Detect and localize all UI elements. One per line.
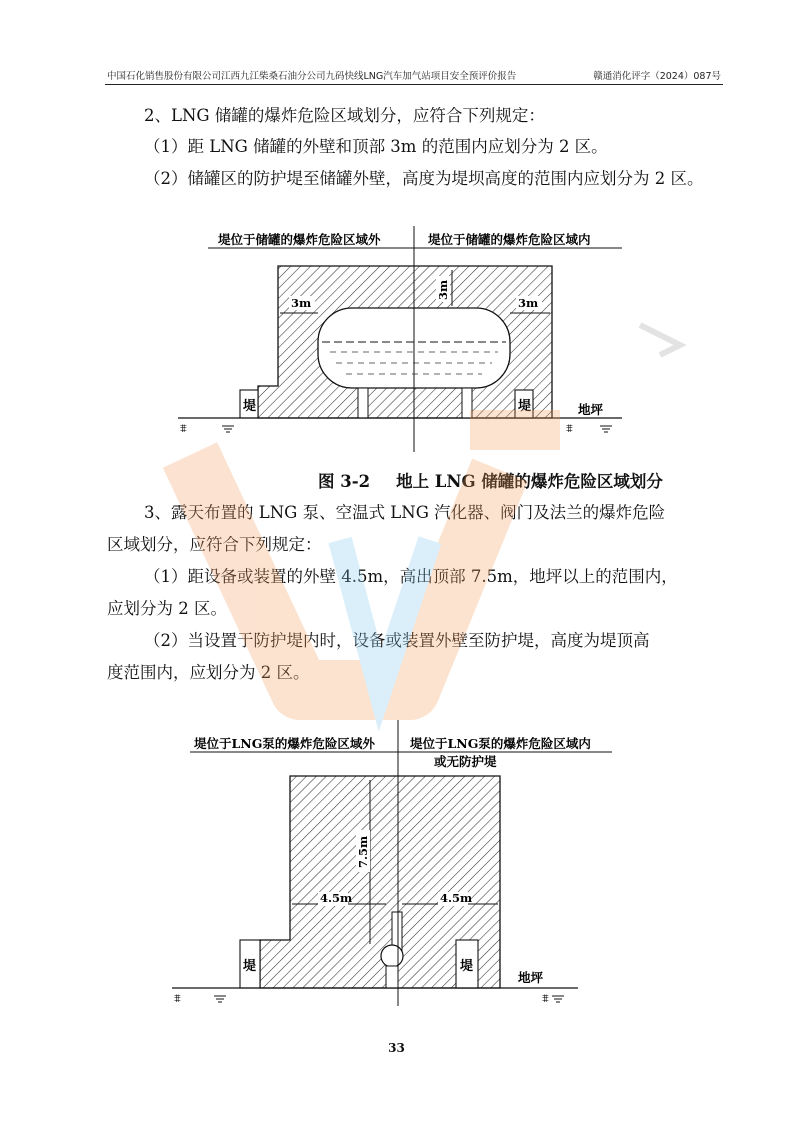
section-3-item-2-line1: （2）当设置于防护堤内时，设备或装置外壁至防护堤，高度为堤顶高: [144, 631, 650, 650]
fig2-ground-hatch-left: ⩨: [174, 991, 181, 1005]
fig1-ground-hatch-left: ⩨: [180, 421, 187, 435]
fig1-dim-right: 3m: [518, 296, 539, 310]
fig2-dim-right: 4.5m: [440, 891, 473, 905]
fig2-lng-pump: [381, 945, 403, 967]
fig2-ground-label: 地坪: [518, 970, 544, 985]
section-3-item-1-line1: （1）距设备或装置的外壁 4.5m，高出顶部 7.5m，地坪以上的范围内，: [144, 567, 678, 586]
header-rule: [105, 84, 723, 85]
fig2-label-right-line2: 或无防护堤: [434, 754, 497, 769]
fig1-label-left: 堤位于储罐的爆炸危险区域外: [218, 232, 381, 247]
fig2-dike-right-label: 堤: [460, 959, 474, 974]
fig1-dim-top: 3m: [436, 279, 450, 300]
tank-hazard-diagram: [0, 220, 793, 460]
fig1-label-right: 堤位于储罐的爆炸危险区域内: [428, 232, 591, 247]
fig1-dike-left-label: 堤: [243, 399, 257, 414]
page-number: 33: [388, 1041, 405, 1055]
fig1-ground-hatch-right: ⩨: [566, 421, 573, 435]
section-3-item-2-line2: 度范围内，应划分为 2 区。: [107, 663, 310, 682]
fig2-dim-height: 7.5m: [356, 835, 370, 868]
section-2-title: 2、LNG 储罐的爆炸危险区域划分，应符合下列规定：: [144, 106, 545, 125]
fig1-dim-left: 3m: [291, 296, 312, 310]
fig2-ground-hatch-right: ⩨: [542, 991, 549, 1005]
fig1-ground-label: 地坪: [578, 402, 604, 417]
figure-3-2-caption: [318, 468, 663, 492]
fig1-dike-right-label: 堤: [518, 399, 532, 414]
section-2-item-2: （2）储罐区的防护堤至储罐外壁，高度为堤坝高度的范围内应划分为 2 区。: [144, 169, 704, 188]
section-3-title-line2: 区域划分，应符合下列规定：: [107, 535, 322, 554]
fig2-label-right: 堤位于LNG泵的爆炸危险区域内: [410, 736, 591, 751]
header-report-title: 中国石化销售股份有限公司江西九江柴桑石油分公司九码快线LNG汽车加气站项目安全预评价报告: [107, 71, 517, 82]
section-2-item-1: （1）距 LNG 储罐的外壁和顶部 3m 的范围内应划分为 2 区。: [144, 137, 608, 156]
section-3-item-1-line2: 应划分为 2 区。: [107, 599, 227, 618]
fig2-label-left: 堤位于LNG泵的爆炸危险区域外: [194, 736, 375, 751]
fig2-dike-left-label: 堤: [243, 959, 257, 974]
caption-number: 图 3-2: [318, 472, 371, 491]
caption-text: 地上 LNG 储罐的爆炸危险区域划分: [396, 472, 663, 491]
section-3-title-line1: 3、露天布置的 LNG 泵、空温式 LNG 汽化器、阀门及法兰的爆炸危险: [144, 503, 666, 522]
fig2-dim-left: 4.5m: [320, 891, 353, 905]
header-report-number: 赣通消化评字（2024）087号: [593, 71, 721, 82]
pump-hazard-diagram: [0, 716, 793, 1016]
